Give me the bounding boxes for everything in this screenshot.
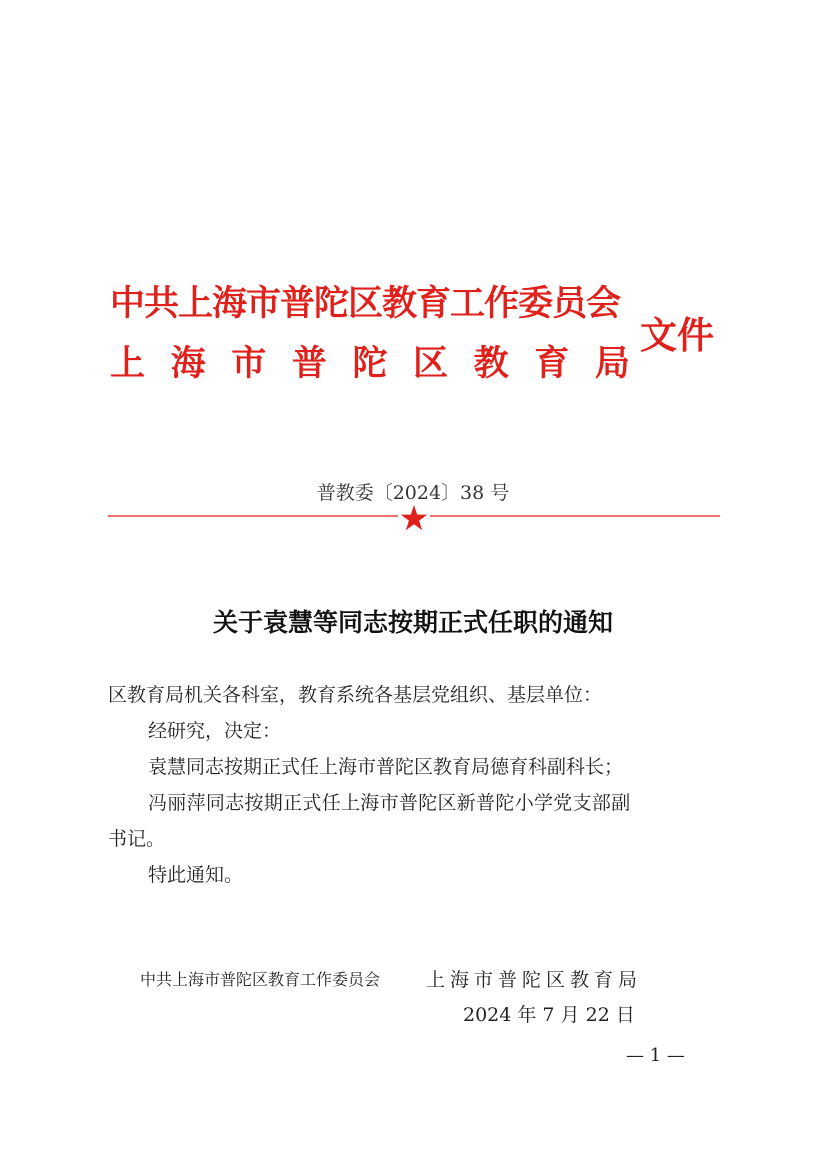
document-number: 普教委〔2024〕38 号 (316, 482, 510, 504)
paragraph-appointment-2: 冯丽萍同志按期正式任上海市普陀区新普陀小学党支部副 (148, 792, 631, 814)
issuer-char: 区 (413, 343, 449, 384)
document-title: 关于袁慧等同志按期正式任职的通知 (212, 608, 613, 637)
addressee: 区教育局机关各科室，教育系统各基层党组织、基层单位： (108, 684, 603, 706)
paragraph-closing: 特此通知。 (148, 864, 244, 886)
paragraph-appointment-2-cont: 书记。 (108, 828, 166, 850)
red-rule-with-star (108, 505, 720, 535)
signature-education-bureau: 上海市普陀区教育局 (426, 969, 643, 991)
issuer-char: 局 (594, 343, 630, 384)
issuer-char: 育 (534, 343, 570, 384)
issuer-char: 教 (473, 343, 509, 384)
signature-party-committee: 中共上海市普陀区教育工作委员会 (140, 970, 381, 989)
issuer-char: 上 (110, 343, 146, 384)
paragraph-decision: 经研究，决定： (148, 720, 282, 742)
issuer-education-bureau (110, 336, 630, 386)
paragraph-appointment-1: 袁慧同志按期正式任上海市普陀区教育局德育科副科长； (148, 756, 624, 778)
red-star-icon (401, 505, 428, 530)
issuer-char: 海 (170, 343, 206, 384)
document-suffix: 文件 (640, 313, 714, 357)
signature-date: 2024 年 7 月 22 日 (463, 1004, 635, 1026)
issuer-char: 市 (231, 343, 267, 384)
page-number: — 1 — (626, 1045, 685, 1066)
issuer-party-committee: 中共上海市普陀区教育工作委员会 (110, 283, 621, 324)
issuer-char: 普 (291, 343, 327, 384)
issuer-char: 陀 (352, 343, 388, 384)
